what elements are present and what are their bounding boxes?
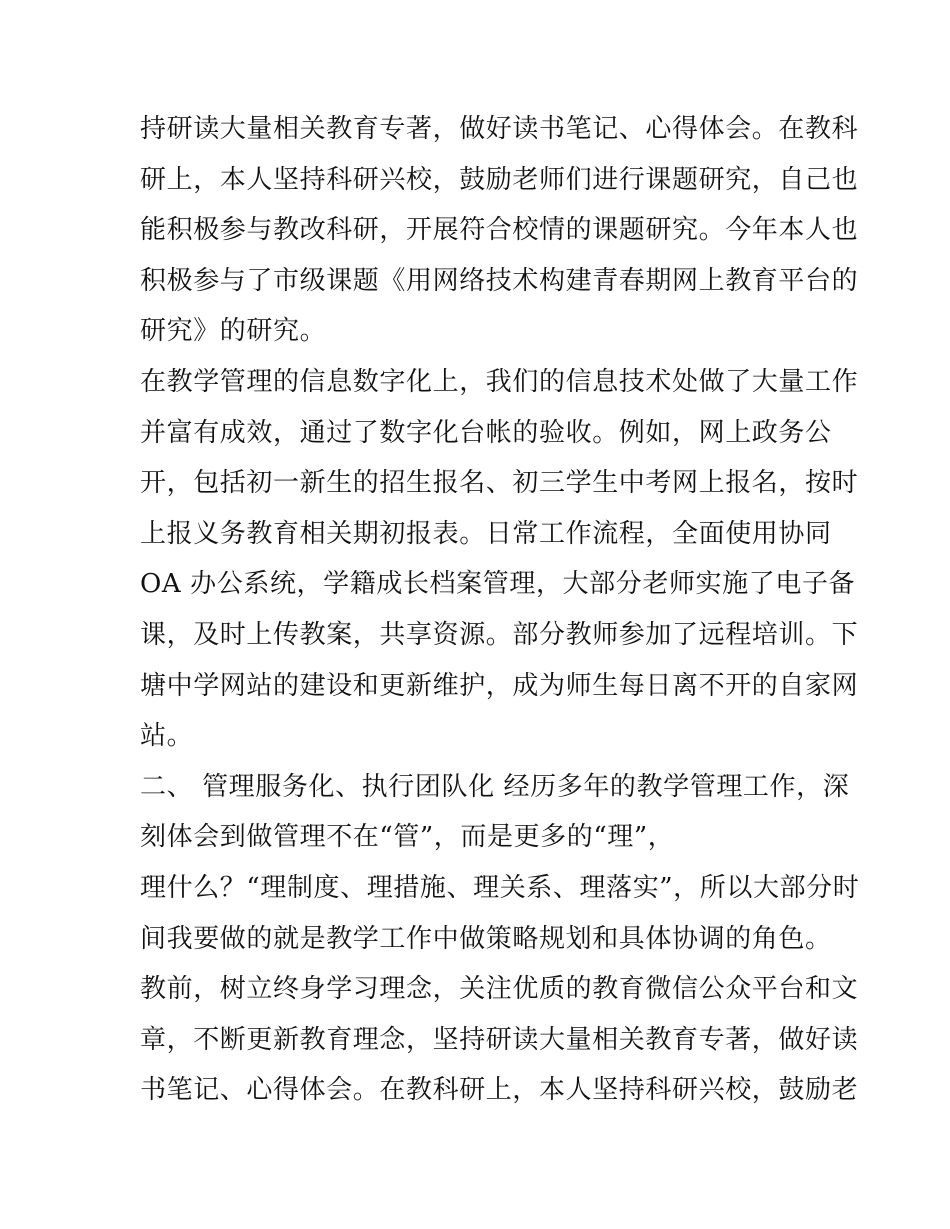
text-line: 理什么？“理制度、理措施、理关系、理落实”，所以大部分时 — [140, 872, 860, 903]
text-line: OA 办公系统，学籍成长档案管理，大部分老师实施了电子备 — [140, 569, 856, 600]
text-line: 间我要做的就是教学工作中做策略规划和具体协调的角色。 — [140, 923, 832, 954]
text-line: 塘中学网站的建设和更新维护，成为师生每日离不开的自家网 — [140, 670, 859, 701]
text-line: 研究》的研究。 — [140, 316, 327, 347]
section-heading-line: 二、 管理服务化、执行团队化 经历多年的教学管理工作，深 — [140, 771, 850, 802]
text-line: 研上，本人坚持科研兴校，鼓励老师们进行课题研究，自己也 — [140, 164, 859, 195]
text-line: 积极参与了市级课题《用网络技术构建青春期网上教育平台的 — [140, 265, 859, 296]
text-line: 持研读大量相关教育专著，做好读书笔记、心得体会。在教科 — [140, 114, 859, 144]
text-line: 上报义务教育相关期初报表。日常工作流程，全面使用协同 — [140, 518, 832, 549]
text-line: 站。 — [140, 721, 194, 752]
text-line: 并富有成效，通过了数字化台帐的验收。例如，网上政务公 — [140, 417, 832, 448]
body-text — [140, 104, 860, 1116]
text-line: 能积极参与教改科研，开展符合校情的课题研究。今年本人也 — [140, 215, 859, 246]
text-line: 开，包括初一新生的招生报名、初三学生中考网上报名，按时 — [140, 468, 859, 499]
text-line: 书笔记、心得体会。在教科研上，本人坚持科研兴校，鼓励老 — [140, 1075, 859, 1106]
text-line: 章，不断更新教育理念，坚持研读大量相关教育专著，做好读 — [140, 1024, 859, 1055]
text-line: 教前，树立终身学习理念，关注优质的教育微信公众平台和文 — [140, 974, 859, 1005]
text-line: 在教学管理的信息数字化上，我们的信息技术处做了大量工作 — [140, 366, 859, 397]
text-line: 课，及时上传教案，共享资源。部分教师参加了远程培训。下 — [140, 619, 859, 650]
text-line: 刻体会到做管理不在“管”，而是更多的“理”， — [140, 822, 675, 853]
